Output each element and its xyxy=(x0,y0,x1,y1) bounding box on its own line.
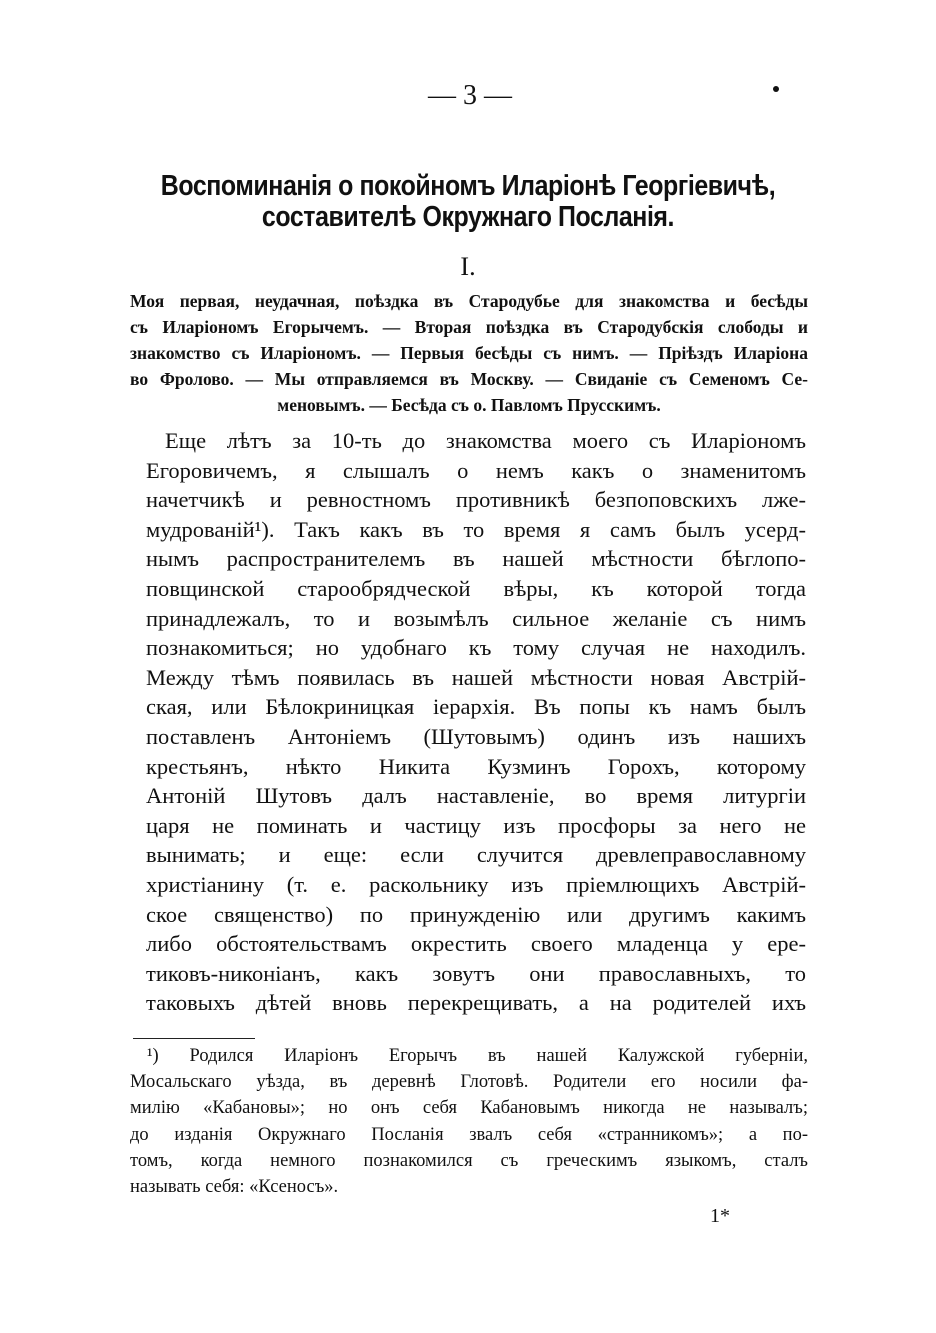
body-line: нымъ распространителемъ въ нашей мѣстности бѣглопо- xyxy=(146,546,806,572)
title-line-2: составителѣ Окружнаго Посланія. xyxy=(261,201,675,233)
body-line: таковыхъ дѣтей вновь перекрещивать, а на родителей ихъ xyxy=(146,990,806,1016)
body-line: мудрованій¹). Такъ какъ въ то время я самъ былъ усерд- xyxy=(146,516,806,542)
signature-mark: 1* xyxy=(710,1205,730,1227)
title-line-1: Воспоминанія о покойномъ Иларіонѣ Георгіевичѣ, xyxy=(160,170,776,202)
footnote-line: ¹) Родился Иларіонъ Егорычъ въ нашей Калужской губерніи, xyxy=(147,1046,808,1066)
body-line: ская, или Бѣлокриницкая іерархія. Въ попы къ намъ былъ xyxy=(146,694,806,720)
summary-line: во Фролово. — Мы отправляемся въ Москву. — Свиданіе съ Семеномъ Се- xyxy=(130,369,808,389)
body-line: начетчикѣ и ревностномъ противникѣ безпоповскихъ лже- xyxy=(146,487,806,513)
body-line: Еще лѣтъ за 10-ть до знакомства моего съ Иларіономъ xyxy=(165,428,806,453)
ink-dot xyxy=(773,86,779,92)
summary-line: меновымъ. — Бесѣда съ о. Павломъ Прусскимъ. xyxy=(277,395,661,415)
summary-line: Моя первая, неудачная, поѣздка въ Стародубье для знакомства и бесѣды xyxy=(130,291,808,311)
footnote-rule xyxy=(133,1038,255,1039)
body-line: крестьянъ, нѣкто Никита Кузминъ Горохъ, которому xyxy=(146,753,806,779)
body-line: познакомиться; но удобнаго къ тому случая не находилъ. xyxy=(146,635,806,661)
body-line: принадлежалъ, то и возымѣлъ сильное желаніе съ нимъ xyxy=(146,605,806,631)
page-number: — 3 — xyxy=(428,80,512,111)
body-line: царя не поминать и частицу изъ просфоры за него не xyxy=(146,812,806,838)
footnote-line: милію «Кабановы»; но онъ себя Кабановымъ никогда не называлъ; xyxy=(130,1098,808,1119)
summary-line: знакомство съ Иларіономъ. — Первыя бесѣды съ нимъ. — Пріѣздъ Иларіона xyxy=(130,343,808,363)
body-line: повщинской старообрядческой вѣры, къ которой тогда xyxy=(146,576,806,601)
summary-line: съ Иларіономъ Егорычемъ. — Вторая поѣздка въ Стародубскія слободы и xyxy=(130,317,808,337)
body-line: ское священство) по принужденію или другимъ какимъ xyxy=(146,901,806,927)
footnote-line: называть себя: «Ксеносъ». xyxy=(130,1177,339,1197)
body-line: вынимать; и еще: если случится древлеправославному xyxy=(146,842,806,868)
body-line: Егоровичемъ, я слышалъ о немъ какъ о знаменитомъ xyxy=(146,457,806,483)
body-line: Антоній Шутовъ далъ наставленіе, во время литургіи xyxy=(146,783,806,809)
body-line: тиковъ-никоніанъ, какъ зовутъ они православныхъ, то xyxy=(146,960,806,986)
body-line: Между тѣмъ появилась въ нашей мѣстности новая Австрій- xyxy=(146,664,806,690)
body-line: христіанину (т. е. раскольнику изъ пріемлющихъ Австрій- xyxy=(146,872,806,897)
footnote-line: томъ, когда немного познакомился съ греческимъ языкомъ, сталъ xyxy=(130,1150,808,1171)
section-number: I. xyxy=(460,252,476,281)
body-line: либо обстоятельствамъ окрестить своего младенца у ере- xyxy=(146,931,806,957)
footnote-line: Мосальскаго уѣзда, въ деревнѣ Глотовѣ. Родители его носили фа- xyxy=(130,1072,808,1093)
body-line: поставленъ Антоніемъ (Шутовымъ) одинъ изъ нашихъ xyxy=(146,724,806,749)
footnote-line: до изданія Окружнаго Посланія звалъ себя «странникомъ»; а по- xyxy=(130,1124,808,1145)
